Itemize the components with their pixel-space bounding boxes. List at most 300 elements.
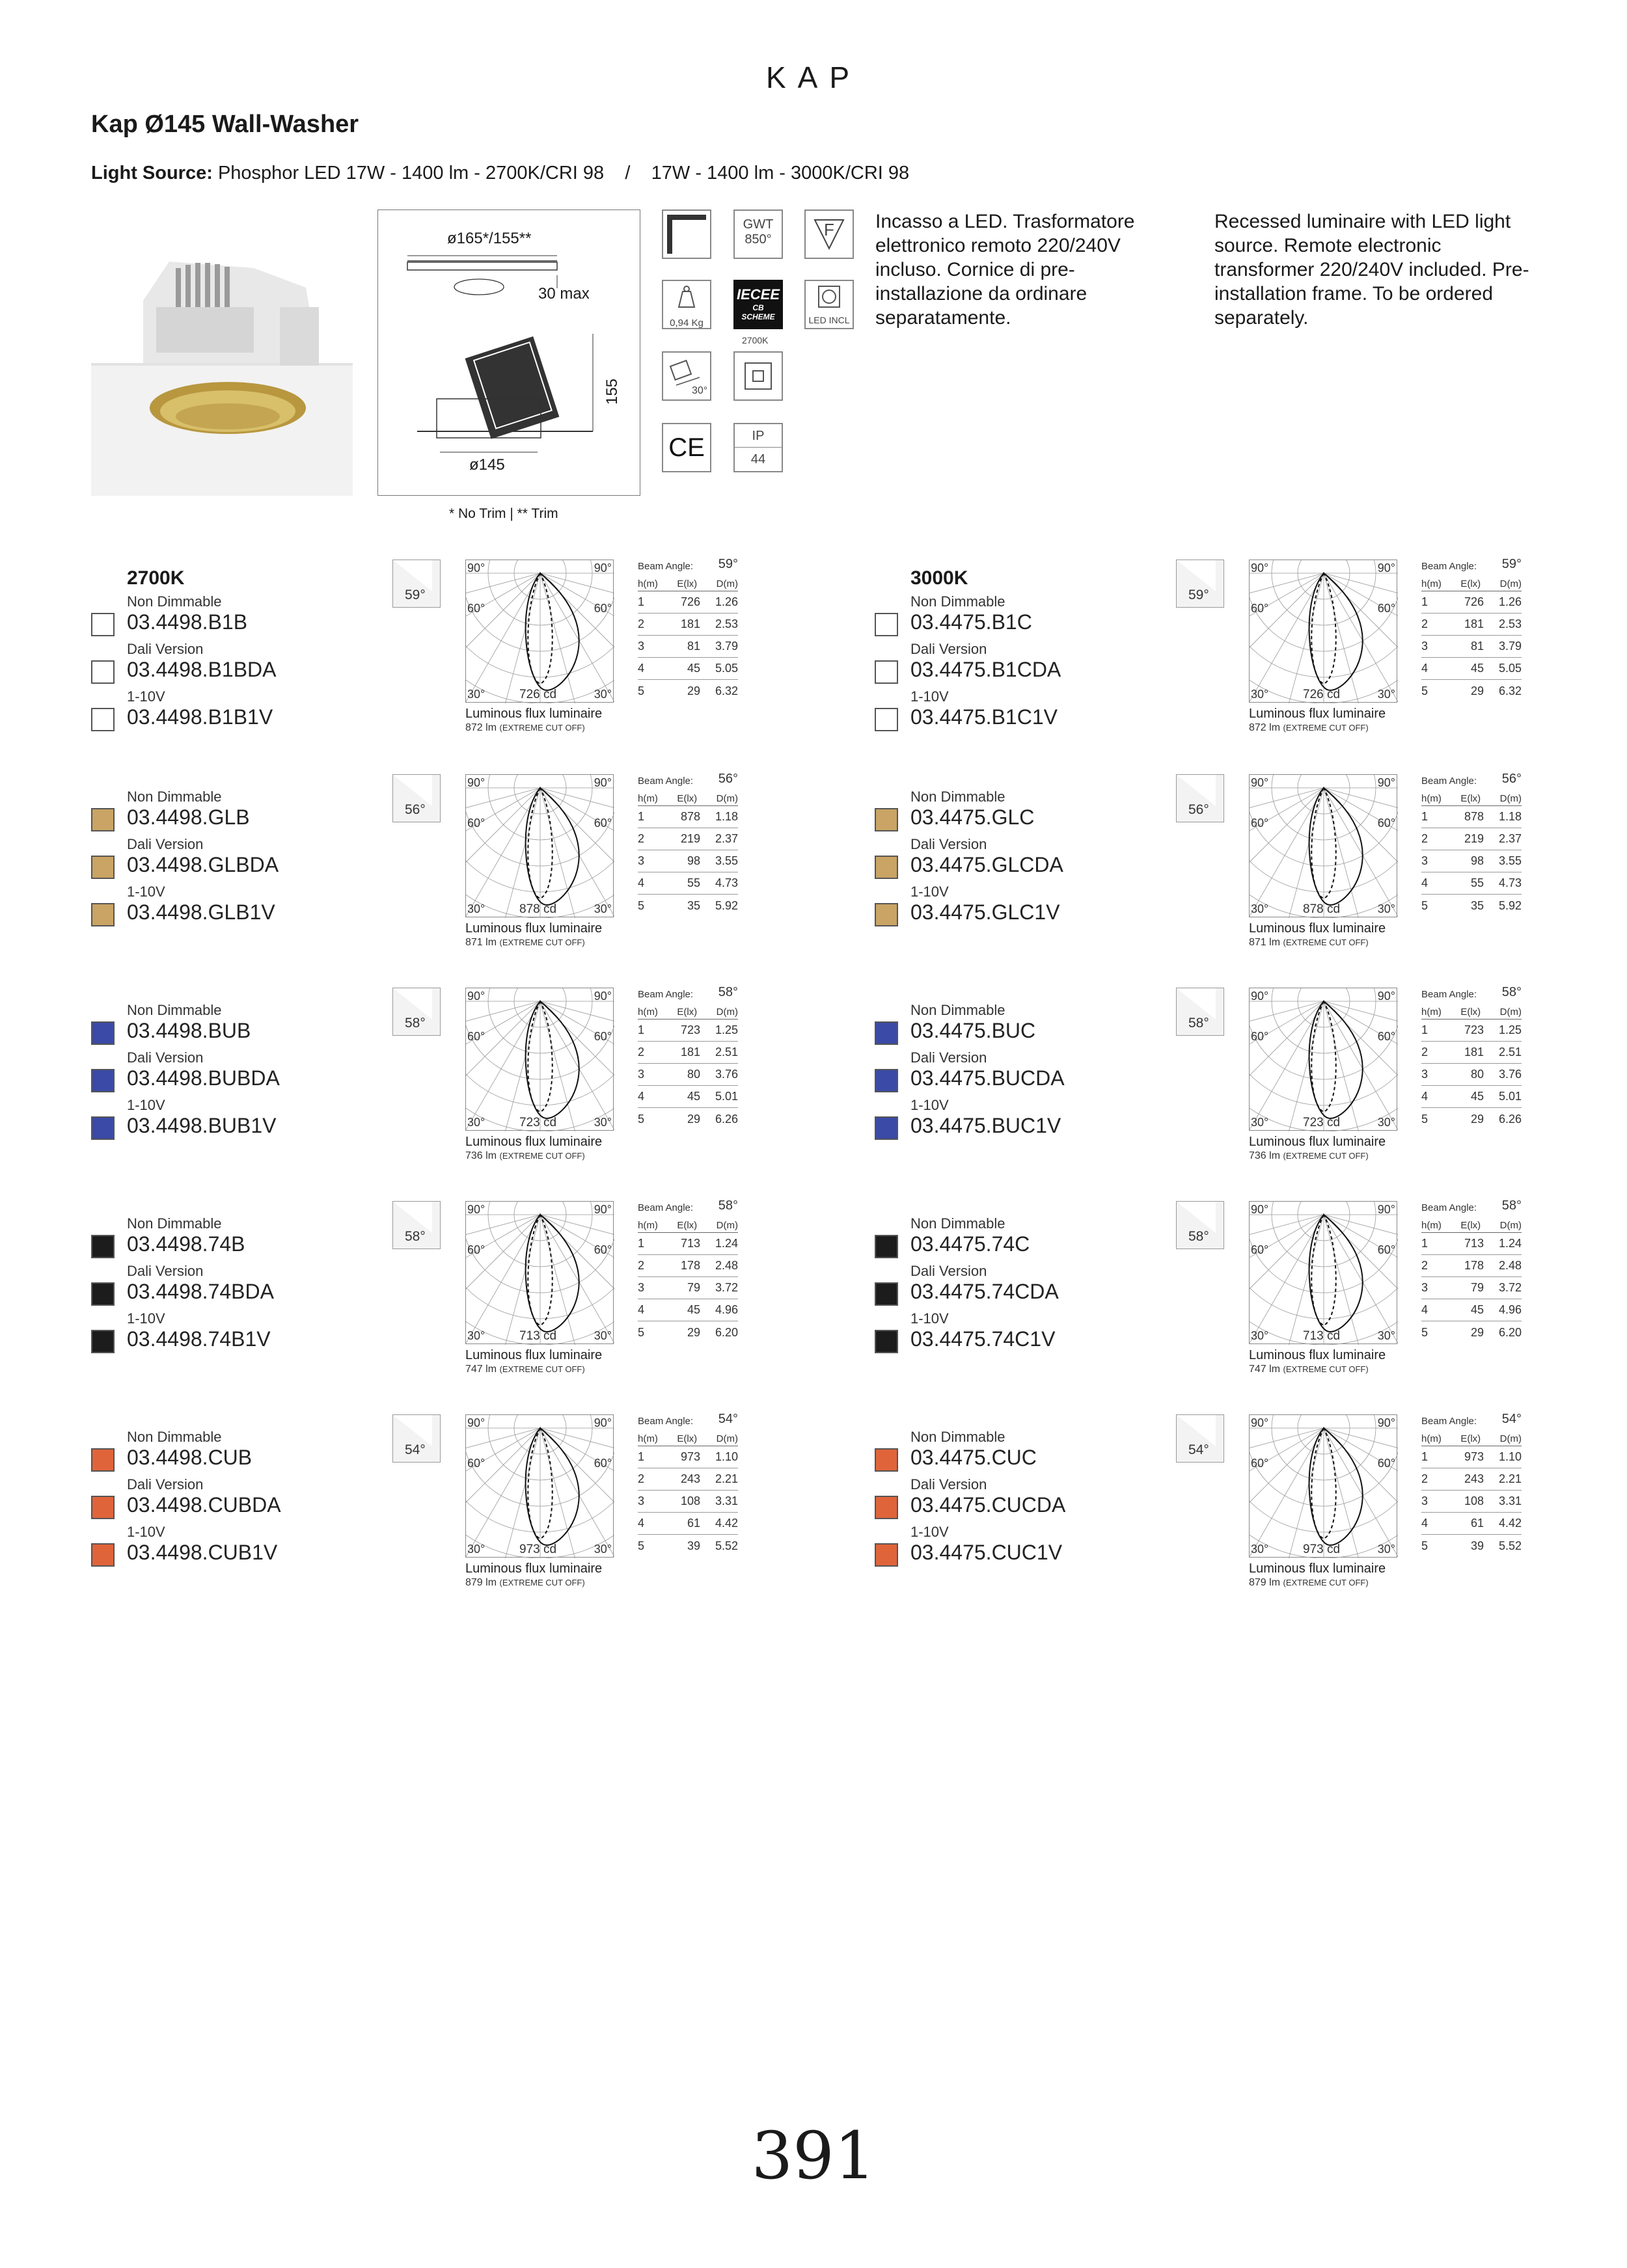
beam-direction-icon [662, 209, 711, 259]
beam-angle-line [1421, 1198, 1522, 1213]
ip-value: 44 [750, 452, 766, 466]
header-height: h(m) [638, 1433, 658, 1444]
color-swatch[interactable] [91, 660, 115, 684]
diameter-cell: 6.26 [715, 1112, 738, 1126]
polar-angle-label: 90° [1251, 561, 1269, 574]
polar-angle-label: 60° [467, 602, 485, 615]
height-cell: 5 [638, 684, 645, 697]
luminous-flux-value: 872 lm [1249, 722, 1281, 733]
height-cell: 3 [1421, 1281, 1429, 1294]
luminous-flux-line [465, 937, 585, 949]
table-row [638, 1042, 738, 1064]
beam-angle-value: 59° [1501, 557, 1522, 571]
dali-version-label: Dali Version [127, 1263, 204, 1279]
dali-version-label: Dali Version [910, 836, 987, 852]
peak-intensity: 973 cd [519, 1543, 557, 1556]
diameter-cell: 1.24 [715, 1237, 738, 1250]
header-height: h(m) [638, 578, 658, 589]
illuminance-cell: 79 [687, 1281, 700, 1294]
polar-angle-label: 60° [1251, 1457, 1269, 1470]
table-row [1421, 1299, 1522, 1321]
tilt-icon [662, 351, 711, 401]
header-diameter: D(m) [1499, 578, 1522, 589]
beam-angle-label: Beam Angle: [638, 561, 694, 572]
header-illuminance: E(lx) [1460, 793, 1481, 804]
luminous-flux-value: 736 lm [1249, 1150, 1281, 1161]
illuminance-cell: 29 [1470, 1112, 1484, 1126]
cut-off-label: (EXTREME CUT OFF) [499, 938, 585, 947]
height-cell: 1 [638, 1237, 645, 1250]
one-to-ten-volt-label: 1-10V [910, 1524, 949, 1540]
beam-table-header [1421, 1433, 1522, 1446]
table-row [1421, 1468, 1522, 1491]
color-swatch[interactable] [91, 1448, 115, 1472]
diameter-cell: 1.25 [715, 1023, 738, 1036]
beam-table-header [1421, 793, 1522, 806]
diameter-cell: 3.55 [1498, 854, 1522, 867]
one-to-ten-volt-label: 1-10V [127, 688, 165, 705]
header-height: h(m) [638, 793, 658, 804]
beam-angle-line [1421, 1412, 1522, 1427]
polar-angle-label: 30° [1377, 1543, 1395, 1556]
beam-angle-line [638, 985, 738, 1000]
height-cell: 1 [1421, 595, 1429, 608]
product-code: 03.4475.B1C [910, 610, 1032, 634]
non-dimmable-label: Non Dimmable [910, 593, 1005, 610]
f-mark-label: F [824, 220, 834, 239]
polar-angle-label: 90° [594, 990, 612, 1003]
height-cell: 4 [1421, 662, 1429, 675]
color-swatch[interactable] [91, 1235, 115, 1258]
header-illuminance: E(lx) [1460, 1433, 1481, 1444]
product-code: 03.4475.B1CDA [910, 658, 1061, 681]
beam-angle-line [1421, 557, 1522, 572]
product-code: 03.4498.GLB1V [127, 900, 275, 924]
gwt-value: 850° [745, 232, 772, 247]
table-row [1421, 636, 1522, 658]
one-to-ten-volt-label: 1-10V [127, 1524, 165, 1540]
diameter-cell: 2.51 [715, 1046, 738, 1059]
height-cell: 2 [638, 832, 645, 845]
product-code: 03.4475.GLCDA [910, 853, 1063, 876]
table-row [638, 1108, 738, 1130]
beam-angle-thumbnail [1176, 1414, 1224, 1463]
header-diameter: D(m) [1499, 793, 1522, 804]
color-swatch[interactable] [91, 903, 115, 926]
diameter-cell: 6.32 [715, 684, 738, 697]
color-swatch[interactable] [91, 808, 115, 831]
height-cell: 4 [638, 1090, 645, 1103]
cut-off-label: (EXTREME CUT OFF) [499, 1578, 585, 1587]
color-swatch[interactable] [91, 1282, 115, 1306]
light-source-label: Light Source: [91, 163, 213, 183]
height-cell: 5 [638, 1539, 645, 1552]
temperature-heading: 2700K [127, 567, 185, 589]
color-swatch[interactable] [875, 708, 898, 731]
color-swatch[interactable] [91, 708, 115, 731]
diameter-cell: 4.73 [715, 876, 738, 889]
table-row [638, 1535, 738, 1557]
diameter-cell: 2.48 [1498, 1259, 1522, 1272]
polar-diagram [1249, 988, 1397, 1131]
table-row [1421, 1535, 1522, 1557]
height-cell: 5 [1421, 684, 1429, 697]
color-swatch[interactable] [91, 1021, 115, 1045]
luminous-flux-line [465, 722, 585, 734]
diameter-cell: 1.24 [1498, 1237, 1522, 1250]
color-swatch[interactable] [875, 1496, 898, 1519]
table-row [1421, 850, 1522, 872]
header-diameter: D(m) [716, 578, 738, 589]
illuminance-cell: 726 [1464, 595, 1484, 608]
header-illuminance: E(lx) [677, 1220, 698, 1231]
illuminance-cell: 45 [687, 662, 700, 675]
polar-diagram [465, 560, 614, 703]
table-row [1421, 1042, 1522, 1064]
header-diameter: D(m) [1499, 1220, 1522, 1231]
beam-table-header [638, 1006, 738, 1019]
iecee-scheme: SCHEME [741, 312, 775, 321]
cut-off-label: (EXTREME CUT OFF) [1283, 1578, 1369, 1587]
illuminance-cell: 45 [687, 1303, 700, 1316]
beam-angle-label: Beam Angle: [638, 989, 694, 1000]
ce-label: CE [668, 433, 705, 462]
table-row [638, 1233, 738, 1255]
height-cell: 2 [1421, 1472, 1429, 1485]
polar-angle-label: 60° [594, 1457, 612, 1470]
beam-angle-label: Beam Angle: [1421, 561, 1477, 572]
header-height: h(m) [638, 1220, 658, 1231]
beam-angle-value: 54° [718, 1412, 738, 1426]
non-dimmable-label: Non Dimmable [910, 1002, 1005, 1018]
illuminance-cell: 29 [1470, 684, 1484, 697]
dali-version-label: Dali Version [127, 1476, 204, 1492]
polar-diagram-grid [1250, 560, 1398, 703]
illuminance-cell: 29 [687, 684, 700, 697]
height-cell: 5 [1421, 898, 1429, 912]
table-row [638, 636, 738, 658]
page-number: 391 [751, 2118, 876, 2194]
luminous-flux-value: 879 lm [465, 1577, 497, 1588]
table-row [1421, 1108, 1522, 1130]
light-source-line [91, 163, 909, 184]
table-row [1421, 1513, 1522, 1535]
height-cell: 1 [1421, 1023, 1429, 1036]
one-to-ten-volt-label: 1-10V [910, 1097, 949, 1113]
polar-angle-label: 90° [467, 990, 485, 1003]
product-code: 03.4475.74C1V [910, 1327, 1056, 1351]
technical-drawing [377, 209, 640, 496]
luminous-flux-line [1249, 937, 1369, 949]
diameter-cell: 2.53 [1498, 617, 1522, 630]
luminous-flux-line [465, 1577, 585, 1589]
illuminance-cell: 243 [680, 1472, 700, 1485]
luminous-flux-label: Luminous flux luminaire [465, 921, 603, 936]
polar-angle-label: 90° [594, 776, 612, 789]
light-source-text: Phosphor LED 17W - 1400 lm - 2700K/CRI 98 / 17W - 1400 lm - 3000K/CRI 98 [217, 163, 910, 183]
gwt-icon [733, 209, 783, 259]
table-row [638, 591, 738, 614]
color-swatch[interactable] [91, 1116, 115, 1140]
color-swatch[interactable] [91, 1496, 115, 1519]
polar-angle-label: 90° [1377, 561, 1395, 574]
iecee-label: IECEE [736, 286, 780, 303]
diameter-cell: 5.05 [1498, 662, 1522, 675]
beam-angle-thumbnail [392, 774, 441, 822]
color-swatch[interactable] [91, 856, 115, 879]
height-cell: 3 [1421, 640, 1429, 653]
dali-version-label: Dali Version [127, 836, 204, 852]
polar-angle-label: 60° [1377, 1030, 1395, 1043]
non-dimmable-label: Non Dimmable [127, 1429, 222, 1445]
non-dimmable-label: Non Dimmable [127, 1215, 222, 1232]
color-swatch[interactable] [875, 1282, 898, 1306]
height-cell: 3 [1421, 1068, 1429, 1081]
diameter-cell: 6.20 [715, 1325, 738, 1339]
beam-angle-line [638, 1198, 738, 1213]
beam-table [638, 772, 738, 917]
polar-diagram [465, 774, 614, 917]
polar-angle-label: 90° [1377, 776, 1395, 789]
beam-angle-thumb-value: 58° [1188, 1016, 1209, 1031]
illuminance-cell: 973 [1464, 1450, 1484, 1463]
peak-intensity: 973 cd [1303, 1543, 1341, 1556]
one-to-ten-volt-label: 1-10V [127, 1310, 165, 1327]
height-cell: 4 [1421, 1517, 1429, 1530]
luminous-flux-line [1249, 1150, 1369, 1162]
polar-angle-label: 60° [1251, 602, 1269, 615]
luminous-flux-label: Luminous flux luminaire [1249, 921, 1386, 936]
beam-angle-label: Beam Angle: [1421, 776, 1477, 787]
polar-angle-label: 30° [467, 688, 485, 701]
luminous-flux-label: Luminous flux luminaire [1249, 1348, 1386, 1362]
polar-angle-label: 90° [1251, 1416, 1269, 1429]
color-swatch[interactable] [875, 1448, 898, 1472]
product-photo [91, 209, 353, 496]
polar-angle-label: 60° [594, 1030, 612, 1043]
non-dimmable-label: Non Dimmable [127, 789, 222, 805]
illuminance-cell: 45 [687, 1090, 700, 1103]
one-to-ten-volt-label: 1-10V [127, 884, 165, 900]
diameter-cell: 1.18 [715, 810, 738, 823]
table-row [638, 1299, 738, 1321]
polar-diagram [465, 1414, 614, 1558]
diameter-cell: 2.21 [1498, 1472, 1522, 1485]
one-to-ten-volt-label: 1-10V [910, 884, 949, 900]
temperature-heading: 3000K [910, 567, 968, 589]
peak-intensity: 723 cd [519, 1116, 557, 1129]
table-row [638, 1468, 738, 1491]
table-row [1421, 591, 1522, 614]
f-mark-icon [804, 209, 854, 259]
beam-angle-thumbnail [392, 560, 441, 608]
color-swatch[interactable] [875, 1021, 898, 1045]
beam-angle-thumbnail [1176, 560, 1224, 608]
diameter-cell: 6.32 [1498, 684, 1522, 697]
color-swatch[interactable] [875, 613, 898, 636]
peak-intensity: 726 cd [519, 688, 557, 701]
weight-value: 0,94 Kg [670, 317, 704, 329]
table-row [638, 1446, 738, 1468]
peak-intensity: 713 cd [519, 1329, 557, 1343]
product-code: 03.4498.CUBDA [127, 1493, 281, 1517]
table-row [1421, 806, 1522, 828]
table-row [638, 1086, 738, 1108]
height-cell: 4 [638, 662, 645, 675]
peak-intensity: 878 cd [1303, 902, 1341, 916]
luminous-flux-label: Luminous flux luminaire [1249, 1135, 1386, 1149]
height-cell: 2 [1421, 617, 1429, 630]
illuminance-cell: 98 [1470, 854, 1484, 867]
beam-table [638, 557, 738, 702]
table-row [1421, 1446, 1522, 1468]
illuminance-cell: 713 [1464, 1237, 1484, 1250]
polar-angle-label: 60° [467, 1243, 485, 1256]
beam-table [1421, 557, 1522, 702]
product-code: 03.4498.BUBDA [127, 1066, 280, 1090]
header-illuminance: E(lx) [1460, 1220, 1481, 1231]
diameter-cell: 1.10 [1498, 1450, 1522, 1463]
polar-angle-label: 30° [467, 902, 485, 915]
table-row [638, 1277, 738, 1299]
bottom-dimension: ø145 [469, 456, 505, 474]
polar-angle-label: 30° [1251, 1543, 1269, 1556]
polar-angle-label: 90° [1377, 990, 1395, 1003]
height-cell: 3 [638, 1494, 645, 1507]
color-swatch[interactable] [875, 1116, 898, 1140]
color-swatch[interactable] [875, 856, 898, 879]
beam-angle-value: 56° [1501, 772, 1522, 786]
polar-angle-label: 30° [594, 688, 612, 701]
polar-angle-label: 60° [1251, 1030, 1269, 1043]
color-swatch[interactable] [875, 1330, 898, 1353]
luminous-flux-label: Luminous flux luminaire [465, 1348, 603, 1362]
top-dimension: ø165*/155** [447, 230, 532, 247]
polar-diagram [465, 1201, 614, 1344]
polar-angle-label: 30° [467, 1116, 485, 1129]
beam-table [1421, 985, 1522, 1130]
non-dimmable-label: Non Dimmable [127, 1002, 222, 1018]
table-row [638, 872, 738, 895]
polar-angle-label: 30° [594, 1116, 612, 1129]
illuminance-cell: 79 [1470, 1281, 1484, 1294]
header-illuminance: E(lx) [677, 578, 698, 589]
illuminance-cell: 80 [687, 1068, 700, 1081]
luminous-flux-label: Luminous flux luminaire [465, 707, 603, 721]
color-swatch[interactable] [875, 808, 898, 831]
color-swatch[interactable] [91, 1330, 115, 1353]
illuminance-cell: 181 [680, 1046, 700, 1059]
product-code: 03.4498.B1B [127, 610, 248, 634]
illuminance-cell: 181 [680, 617, 700, 630]
illuminance-cell: 35 [687, 898, 700, 912]
color-swatch[interactable] [875, 660, 898, 684]
polar-diagram [465, 988, 614, 1131]
illuminance-cell: 81 [1470, 640, 1484, 653]
diameter-cell: 3.72 [1498, 1281, 1522, 1294]
color-swatch[interactable] [875, 903, 898, 926]
trim-note: * No Trim | ** Trim [449, 506, 558, 521]
beam-angle-line [1421, 772, 1522, 787]
table-row [638, 614, 738, 636]
diameter-cell: 3.55 [715, 854, 738, 867]
header-height: h(m) [1421, 1006, 1442, 1018]
diameter-cell: 3.31 [1498, 1494, 1522, 1507]
diameter-cell: 2.37 [715, 832, 738, 845]
table-row [638, 806, 738, 828]
one-to-ten-volt-label: 1-10V [910, 688, 949, 705]
polar-diagram-grid [466, 1415, 614, 1558]
iecee-cb: CB [752, 303, 764, 312]
illuminance-cell: 45 [1470, 662, 1484, 675]
illuminance-cell: 55 [1470, 876, 1484, 889]
table-row [1421, 1233, 1522, 1255]
height-cell: 2 [1421, 1046, 1429, 1059]
color-swatch[interactable] [91, 1543, 115, 1567]
product-code: 03.4498.CUB [127, 1446, 253, 1469]
table-row [1421, 680, 1522, 702]
non-dimmable-label: Non Dimmable [910, 1215, 1005, 1232]
beam-angle-value: 59° [718, 557, 738, 571]
header-diameter: D(m) [716, 793, 738, 804]
height-cell: 3 [638, 640, 645, 653]
color-swatch[interactable] [875, 1235, 898, 1258]
header-height: h(m) [1421, 1433, 1442, 1444]
illuminance-cell: 55 [687, 876, 700, 889]
table-row [638, 1064, 738, 1086]
height-cell: 4 [1421, 1090, 1429, 1103]
table-row [1421, 1064, 1522, 1086]
polar-angle-label: 60° [594, 1243, 612, 1256]
diameter-cell: 4.42 [715, 1517, 738, 1530]
beam-angle-thumb-value: 54° [1188, 1442, 1209, 1457]
beam-table-header [1421, 578, 1522, 591]
table-row [1421, 828, 1522, 850]
non-dimmable-label: Non Dimmable [910, 789, 1005, 805]
polar-angle-label: 30° [467, 1329, 485, 1342]
beam-angle-thumb-value: 59° [1188, 587, 1209, 602]
table-row [638, 1019, 738, 1042]
product-code: 03.4475.B1C1V [910, 705, 1058, 729]
polar-angle-label: 30° [1377, 1329, 1395, 1342]
luminous-flux-value: 872 lm [465, 722, 497, 733]
diameter-cell: 5.05 [715, 662, 738, 675]
height-cell: 1 [638, 1450, 645, 1463]
polar-diagram-grid [1250, 1202, 1398, 1345]
non-dimmable-label: Non Dimmable [910, 1429, 1005, 1445]
beam-table [638, 1412, 738, 1557]
color-swatch[interactable] [91, 1069, 115, 1092]
diameter-cell: 1.10 [715, 1450, 738, 1463]
beam-angle-value: 58° [1501, 1198, 1522, 1213]
height-cell: 1 [638, 595, 645, 608]
polar-angle-label: 90° [1251, 776, 1269, 789]
color-swatch[interactable] [875, 1543, 898, 1567]
diameter-cell: 3.72 [715, 1281, 738, 1294]
one-to-ten-volt-label: 1-10V [910, 1310, 949, 1327]
diameter-cell: 2.53 [715, 617, 738, 630]
polar-diagram-grid [466, 988, 614, 1131]
color-swatch[interactable] [875, 1069, 898, 1092]
description-english: Recessed luminaire with LED light source. Remote electronic transformer 220/240V included. Pre-installation frame. To be ordered separately. [1214, 211, 1529, 329]
color-swatch[interactable] [91, 613, 115, 636]
beam-angle-thumbnail [392, 1414, 441, 1463]
table-row [638, 1255, 738, 1277]
cut-off-label: (EXTREME CUT OFF) [499, 1364, 585, 1374]
polar-diagram-grid [1250, 1415, 1398, 1558]
dali-version-label: Dali Version [910, 1476, 987, 1492]
height-cell: 2 [638, 1046, 645, 1059]
